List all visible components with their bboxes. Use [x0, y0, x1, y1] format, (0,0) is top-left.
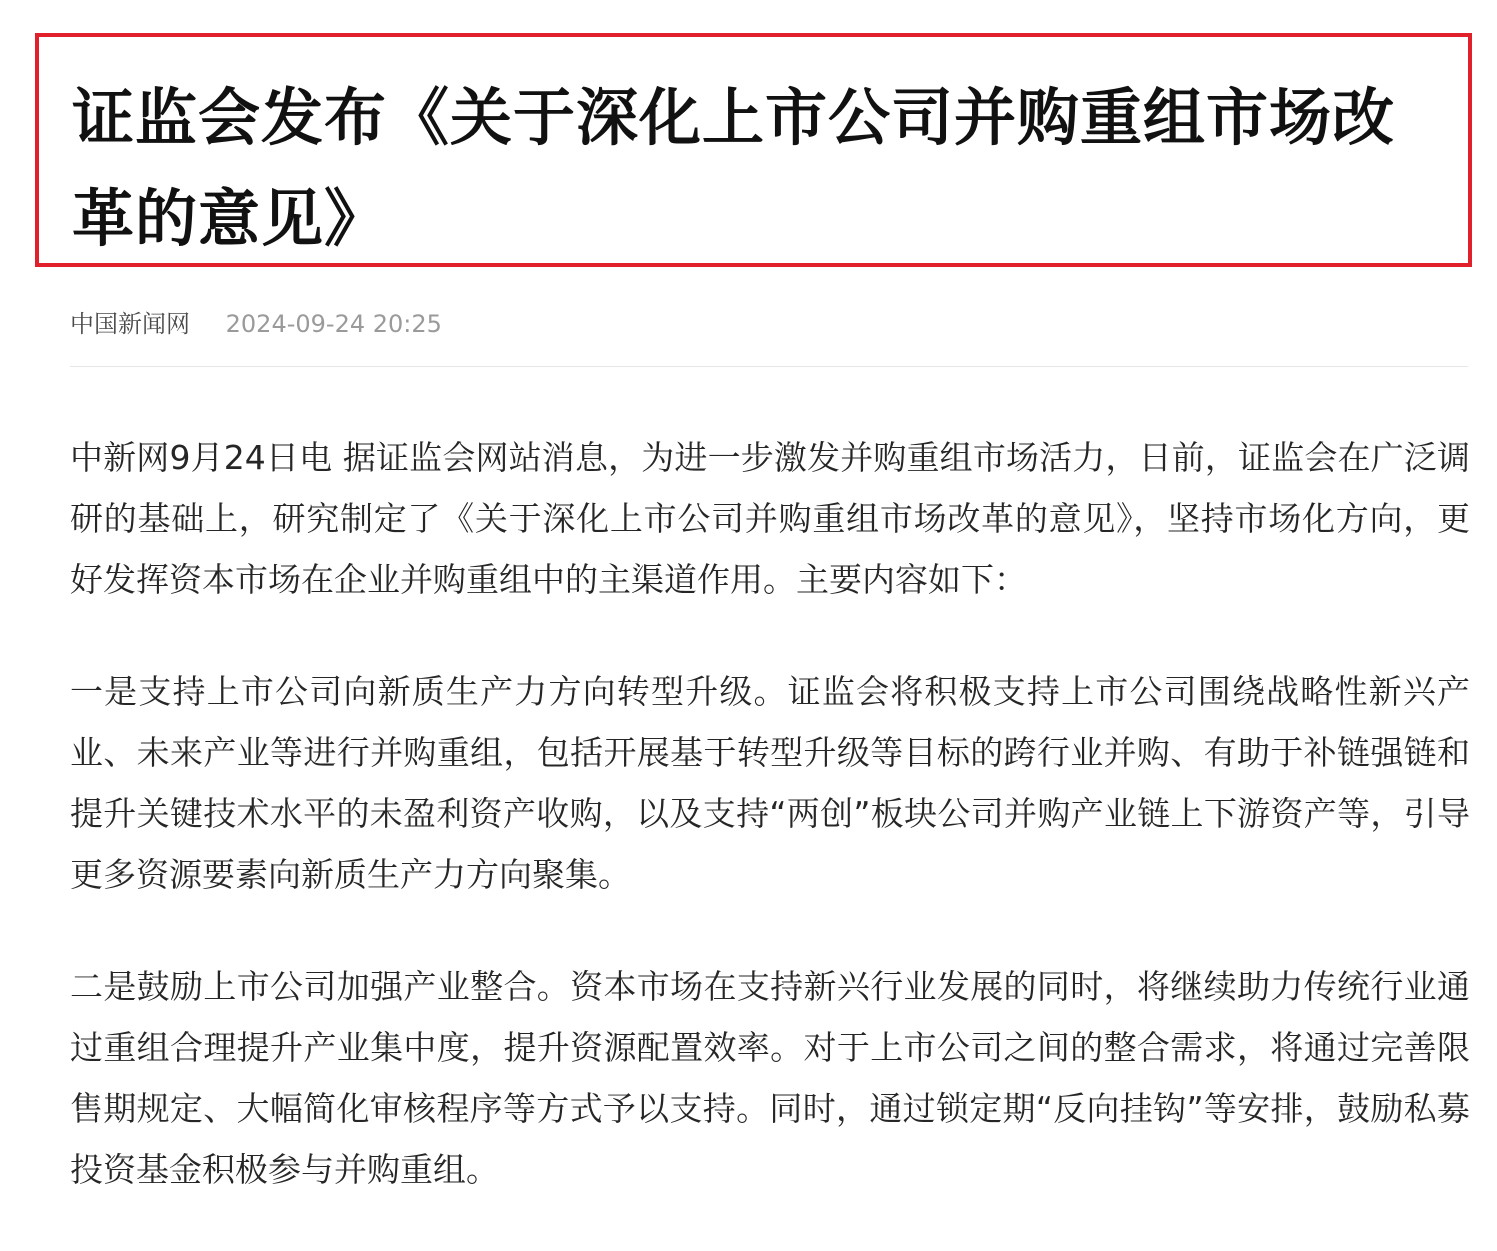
- article-body: [70, 427, 1470, 1251]
- article-source[interactable]: 中国新闻网: [70, 310, 190, 338]
- article-date: 2024-09-24 20:25: [225, 310, 442, 338]
- article-paragraph: 中新网9月24日电 据证监会网站消息，为进一步激发并购重组市场活力，日前，证监会在广泛调研的基础上，研究制定了《关于深化上市公司并购重组市场改革的意见》，坚持市场化方向，更好发挥资本市场在企业并购重组中的主渠道作用。主要内容如下：: [70, 438, 1470, 599]
- article-paragraph: 一是支持上市公司向新质生产力方向转型升级。证监会将积极支持上市公司围绕战略性新兴产业、未来产业等进行并购重组，包括开展基于转型升级等目标的跨行业并购、有助于补链强链和提升关键技术水平的未盈利资产收购，以及支持“两创”板块公司并购产业链上下游资产等，引导更多资源要素向新质生产力方向聚集。: [70, 672, 1470, 894]
- title-highlight-box: [35, 33, 1472, 267]
- meta-divider: [70, 366, 1468, 367]
- article-meta: [70, 306, 442, 342]
- article-paragraph: 二是鼓励上市公司加强产业整合。资本市场在支持新兴行业发展的同时，将继续助力传统行业通过重组合理提升产业集中度，提升资源配置效率。对于上市公司之间的整合需求，将通过完善限售期规定、大幅简化审核程序等方式予以支持。同时，通过锁定期“反向挂钩”等安排，鼓励私募投资基金积极参与并购重组。: [70, 967, 1470, 1189]
- article-title: 证监会发布《关于深化上市公司并购重组市场改革的意见》: [72, 81, 1396, 255]
